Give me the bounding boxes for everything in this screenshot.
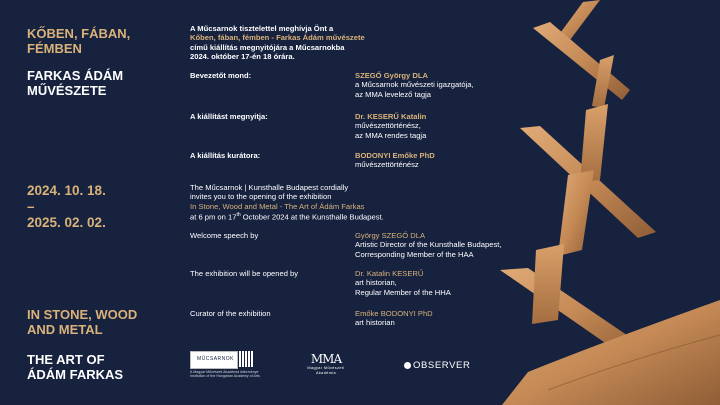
mma-logo-mark: MMA — [310, 352, 342, 366]
observer-icon — [404, 362, 411, 369]
en-desc-1b: Corresponding Member of the HAA — [355, 249, 474, 259]
hu-row-name-2 — [355, 112, 426, 140]
title-en — [27, 307, 137, 337]
qr-code-icon — [239, 351, 253, 367]
intro-en-line2: invites you to the opening of the exhibition — [190, 192, 332, 202]
mma-logo-line1: Magyar Művészeti — [307, 366, 345, 370]
hu-desc-1b: az MMA levelező tagja — [355, 89, 431, 99]
en-desc-2a: art historian, — [355, 278, 397, 288]
intro-en-line4: at 6 pm on 17th October 2024 at the Kunsthalle Budapest. — [190, 212, 384, 222]
en-row-label-1: Welcome speech by — [190, 231, 259, 240]
mucsarnok-logo-box — [190, 351, 238, 369]
title-hu — [27, 26, 130, 56]
mucsarnok-logo-subtitle: A Magyar Művészeti Akadémia intézménye Institution of the Hungarian Academy of Arts — [190, 370, 260, 379]
intro-hu-line4: 2024. október 17-én 18 órára. — [190, 52, 295, 62]
hu-desc-2b: az MMA rendes tagja — [355, 130, 427, 140]
intro-en — [190, 183, 384, 222]
title-en-line2: AND METAL — [27, 322, 103, 337]
sculpture-piece-5 — [580, 104, 608, 182]
en-row-name-3 — [355, 309, 433, 328]
hu-desc-1a: a Műcsarnok művészeti igazgatója, — [355, 80, 474, 90]
sculpture-piece-6 — [558, 170, 594, 256]
hu-row-label-1: Bevezetőt mond: — [190, 71, 252, 80]
intro-hu-title: Kőben, fában, fémben - Farkas Ádám művészete — [190, 33, 365, 43]
artist-en-line1: THE ART OF — [27, 352, 105, 367]
intro-en-title: In Stone, Wood and Metal - The Art of Ádám Farkas — [190, 201, 365, 211]
artist-hu — [27, 68, 123, 98]
artist-hu-line1: FARKAS ÁDÁM — [27, 68, 124, 83]
hu-row-label-3: A kiállítás kurátora: — [190, 151, 261, 160]
en-desc-2b: Regular Member of the HHA — [355, 287, 451, 297]
en-name-3: Emőke BODONYI PhD — [355, 309, 433, 318]
hu-desc-3a: művészettörténész — [355, 160, 419, 170]
hu-desc-2a: művészettörténész, — [355, 121, 421, 131]
hu-row-name-1 — [355, 71, 474, 99]
en-row-name-1 — [355, 231, 501, 259]
hu-row-label-2: A kiállítást megnyitja: — [190, 112, 268, 121]
hu-row-name-3 — [355, 151, 435, 170]
artist-en-line2: ÁDÁM FARKAS — [27, 367, 124, 382]
hu-name-2: Dr. KESERŰ Katalin — [355, 112, 427, 121]
artist-hu-line2: MŰVÉSZETE — [27, 83, 107, 98]
title-en-line1: IN STONE, WOOD — [27, 307, 138, 322]
intro-hu-line1: A Műcsarnok tisztelettel meghívja Önt a — [190, 24, 334, 33]
title-hu-line2: FÉMBEN — [27, 41, 82, 56]
intro-hu — [190, 24, 365, 62]
observer-logo: OBSERVER — [404, 360, 470, 371]
en-row-label-2: The exhibition will be opened by — [190, 269, 299, 278]
en-name-2: Dr. Katalin KESERŰ — [355, 269, 424, 278]
artist-en — [27, 352, 123, 382]
intro-en-line1: The Műcsarnok | Kunsthalle Budapest cordially — [190, 183, 349, 192]
hu-name-1: SZEGŐ György DLA — [355, 71, 428, 80]
date-end: 2025. 02. 02. — [27, 215, 106, 230]
mma-logo — [300, 352, 352, 376]
exhibition-dates — [27, 183, 106, 231]
mucsarnok-logo — [190, 351, 264, 380]
en-desc-1a: Artistic Director of the Kunsthalle Budapest, — [355, 240, 502, 250]
en-row-name-2 — [355, 269, 451, 297]
date-start: 2024. 10. 18. — [27, 183, 106, 198]
intro-hu-line3: című kiállítás megnyitójára a Műcsarnokba — [190, 42, 345, 52]
wooden-sculpture-image — [488, 0, 720, 405]
title-hu-line1: KŐBEN, FÁBAN, — [27, 26, 131, 41]
sculpture-piece-top — [558, 0, 600, 40]
en-row-label-3: Curator of the exhibition — [190, 309, 271, 318]
en-desc-3a: art historian — [355, 318, 395, 328]
en-name-1: György SZEGŐ DLA — [355, 231, 426, 240]
sculpture-piece-8 — [532, 244, 564, 324]
mma-logo-line2: Akadémia — [315, 370, 337, 375]
hu-name-3: BODONYI Emőke PhD — [355, 151, 435, 160]
sculpture-piece-2 — [533, 22, 630, 100]
date-separator: – — [27, 199, 35, 214]
mucsarnok-logo-text: MŰCSARNOK — [197, 356, 235, 362]
